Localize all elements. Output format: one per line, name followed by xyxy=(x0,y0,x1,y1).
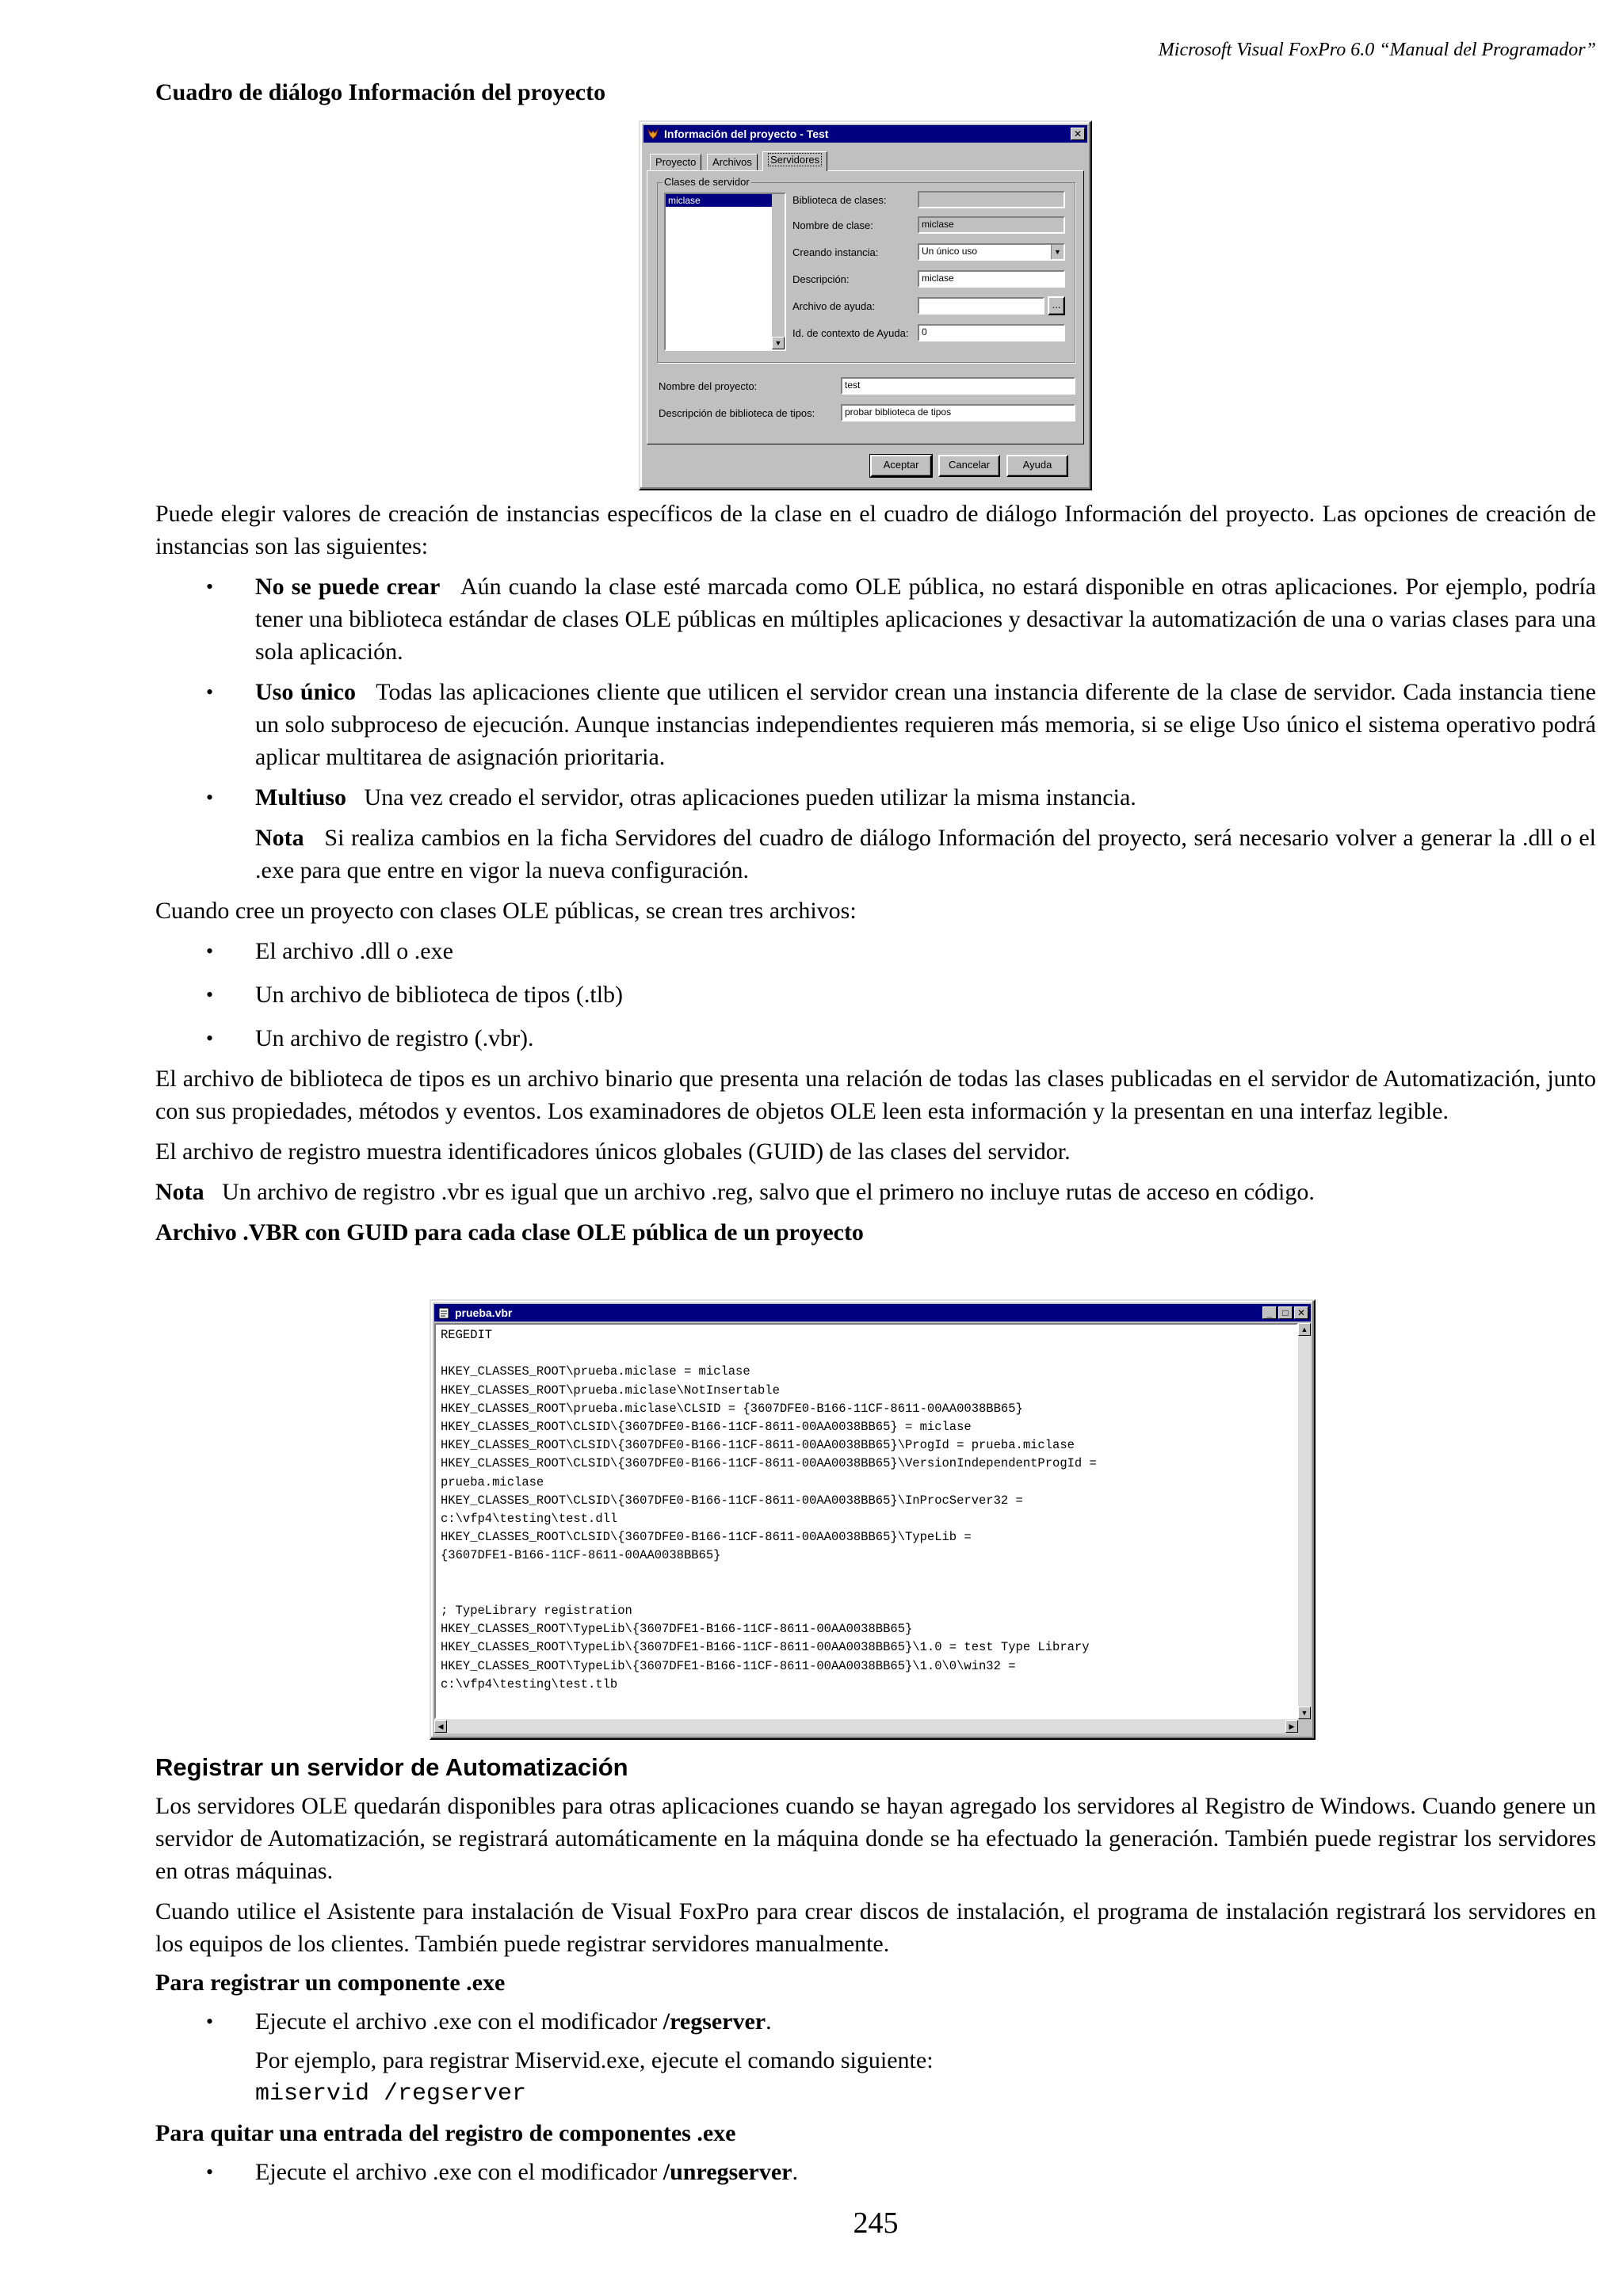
bullet-icon: • xyxy=(206,681,214,704)
label-archivo-ayuda: Archivo de ayuda: xyxy=(792,300,876,312)
cancelar-button[interactable]: Cancelar xyxy=(938,455,1000,477)
descripcion-field[interactable]: miclase xyxy=(918,270,1065,288)
list-item xyxy=(155,978,1596,1011)
code-line: HKEY_CLASSES_ROOT\prueba.miclase = miclase xyxy=(441,1364,750,1379)
nombre-clase-field: miclase xyxy=(918,216,1065,234)
archivo-ayuda-field[interactable] xyxy=(918,297,1044,315)
list-item xyxy=(155,1022,1596,1055)
page-number: 245 xyxy=(853,2206,899,2240)
contexto-ayuda-field[interactable]: 0 xyxy=(918,324,1065,341)
label-nombre-clase: Nombre de clase: xyxy=(792,219,873,231)
code-line: HKEY_CLASSES_ROOT\CLSID\{3607DFE0-B166-11CF-8611-00AA0038BB65} = miclase xyxy=(441,1420,972,1435)
code-line xyxy=(441,1584,1292,1602)
list-item xyxy=(155,570,1596,668)
scroll-down-icon[interactable]: ▼ xyxy=(772,337,785,349)
code-line: ; TypeLibrary registration xyxy=(441,1604,632,1619)
bullet-icon: • xyxy=(206,2010,214,2033)
code-line: HKEY_CLASSES_ROOT\prueba.miclase\CLSID = {3607DFE0-B166-11CF-8611-00AA0038BB65} xyxy=(441,1401,1023,1416)
example-text: Por ejemplo, para registrar Miservid.exe, ejecute el comando siguiente: xyxy=(255,2047,934,2073)
vbr-file-window xyxy=(430,1299,1316,1740)
step-text: Ejecute el archivo .exe con el modificador xyxy=(255,2159,663,2185)
section-heading: Registrar un servidor de Automatización xyxy=(155,1753,628,1781)
bullet-icon: • xyxy=(206,575,214,598)
code-line: HKEY_CLASSES_ROOT\TypeLib\{3607DFE1-B166-11CF-8611-00AA0038BB65}\1.0 = test Type Library xyxy=(441,1640,1090,1655)
note-text: Un archivo de registro .vbr es igual que un archivo .reg, salvo que el primero no incluye rutas de acceso en código. xyxy=(222,1179,1315,1205)
subheading-unregister: Para quitar una entrada del registro de componentes .exe xyxy=(155,2120,736,2146)
code-line: prueba.miclase xyxy=(441,1474,544,1489)
code-line: HKEY_CLASSES_ROOT\TypeLib\{3607DFE1-B166-11CF-8611-00AA0038BB65}\1.0\0\win32 = xyxy=(441,1658,1016,1673)
files-intro: Cuando cree un proyecto con clases OLE públicas, se crean tres archivos: xyxy=(155,898,857,924)
step-text: Ejecute el archivo .exe con el modificador xyxy=(255,2008,663,2035)
tlb-paragraph: El archivo de biblioteca de tipos es un archivo binario que presenta una relación de todas las clases publicadas en el servidor de Automatización, junto con sus propiedades, métodos y eventos. Los examinadores de objetos OLE leen esta información y la presentan en una interfaz legible. xyxy=(155,1066,1596,1124)
bullet-icon: • xyxy=(206,983,214,1006)
register-paragraph-1: Los servidores OLE quedarán disponibles para otras aplicaciones cuando se hayan agregado los servidores al Registro de Windows. Cuando genere un servidor de Automatización, se registrará automáticamente en la máquina donde se ha efectuado la generación. También puede registrar los servidores en otras máquinas. xyxy=(155,1793,1596,1884)
scroll-left-icon[interactable]: ◀ xyxy=(434,1720,447,1733)
code-line: {3607DFE1-B166-11CF-8611-00AA0038BB65} xyxy=(441,1548,721,1563)
label-descripcion: Descripción: xyxy=(792,273,850,285)
label-desc-biblioteca: Descripción de biblioteca de tipos: xyxy=(659,407,815,419)
server-classes-group-label: Clases de servidor xyxy=(664,176,750,188)
bullet-icon: • xyxy=(206,1027,214,1050)
chevron-down-icon[interactable]: ▼ xyxy=(1051,245,1064,259)
server-class-list[interactable] xyxy=(664,193,786,351)
server-classes-group xyxy=(657,176,1075,363)
tab-servidores-label: Servidores xyxy=(768,153,822,166)
list-item[interactable]: miclase xyxy=(666,194,785,207)
horizontal-scrollbar[interactable] xyxy=(434,1719,1298,1733)
option-text: Aún cuando la clase esté marcada como OLE pública, no estará disponible en otras aplicaciones. Por ejemplo, podría tener una biblioteca estándar de clases OLE públicas en múltiples aplicaciones y desactivar la automatización de una o varias clases para una sola aplicación. xyxy=(255,574,1596,665)
creando-instancia-value: Un único uso xyxy=(922,246,978,257)
code-line: HKEY_CLASSES_ROOT\CLSID\{3607DFE0-B166-11CF-8611-00AA0038BB65}\TypeLib = xyxy=(441,1530,972,1545)
file-item-text: El archivo .dll o .exe xyxy=(255,938,453,964)
option-text: Todas las aplicaciones cliente que utilicen el servidor crean una instancia diferente de la clase de servidor. Cada instancia tiene un solo subproceso de ejecución. Aunque instancias independientes requieren más memoria, si se elige Uso único el sistema operativo podrá aplicar multitarea de asignación prioritaria. xyxy=(255,679,1596,770)
file-item-text: Un archivo de registro (.vbr). xyxy=(255,1025,534,1051)
desc-biblioteca-field[interactable]: probar biblioteca de tipos xyxy=(841,404,1075,421)
scroll-up-icon[interactable]: ▲ xyxy=(1298,1323,1311,1336)
page xyxy=(155,0,1596,2296)
note-text: Si realiza cambios en la ficha Servidores del cuadro de diálogo Información del proyecto, será necesario volver a generar la .dll o el .exe para que entre en vigor la nueva configuración. xyxy=(255,825,1597,883)
code-line xyxy=(441,1344,1292,1363)
option-term: Multiuso xyxy=(255,784,347,810)
step-switch: /unregserver xyxy=(663,2159,792,2185)
tab-proyecto[interactable]: Proyecto xyxy=(650,154,701,171)
code-line: HKEY_CLASSES_ROOT\prueba.miclase\NotInsertable xyxy=(441,1383,780,1398)
note-block xyxy=(155,822,1596,887)
subheading-register: Para registrar un componente .exe xyxy=(155,1970,506,1996)
code-line: HKEY_CLASSES_ROOT\CLSID\{3607DFE0-B166-11CF-8611-00AA0038BB65}\InProcServer32 = xyxy=(441,1493,1023,1508)
tab-servidores[interactable] xyxy=(762,151,827,171)
project-info-dialog xyxy=(639,120,1092,490)
vbr-paragraph: El archivo de registro muestra identificadores únicos globales (GUID) de las clases del servidor. xyxy=(155,1138,1071,1165)
option-text: Una vez creado el servidor, otras aplicaciones pueden utilizar la misma instancia. xyxy=(364,784,1136,810)
step-end: . xyxy=(792,2159,798,2185)
foxpro-icon xyxy=(647,128,659,140)
minimize-icon[interactable]: _ xyxy=(1262,1306,1277,1319)
dialog-titlebar xyxy=(643,125,1087,143)
label-biblioteca: Biblioteca de clases: xyxy=(792,194,887,206)
bullet-icon: • xyxy=(206,940,214,963)
list-item xyxy=(155,781,1596,814)
vbr-window-titlebar xyxy=(434,1304,1311,1322)
body-section-2 xyxy=(155,1751,1596,2196)
code-line: c:\vfp4\testing\test.tlb xyxy=(441,1676,618,1691)
list-scrollbar[interactable] xyxy=(772,194,785,349)
option-term: No se puede crear xyxy=(255,574,441,600)
nombre-proyecto-field[interactable]: test xyxy=(841,377,1075,395)
vbr-window-title: prueba.vbr xyxy=(455,1306,513,1319)
bullet-icon: • xyxy=(206,2161,214,2183)
vbr-text-content[interactable] xyxy=(434,1323,1298,1719)
body-section-1 xyxy=(155,498,1596,1249)
register-paragraph-2: Cuando utilice el Asistente para instalación de Visual FoxPro para crear discos de instalación, el programa de instalación registrará los servidores en los equipos de los clientes. También puede registrar servidores manualmente. xyxy=(155,1898,1596,1957)
note-term: Nota xyxy=(255,825,304,851)
note-term: Nota xyxy=(155,1179,204,1205)
command-line xyxy=(155,2078,1596,2111)
code-line: HKEY_CLASSES_ROOT\CLSID\{3607DFE0-B166-11CF-8611-00AA0038BB65}\ProgId = prueba.miclase xyxy=(441,1438,1075,1453)
list-item xyxy=(155,2156,1596,2188)
code-line: REGEDIT xyxy=(441,1328,493,1342)
list-item xyxy=(155,2005,1596,2038)
scroll-down-icon[interactable]: ▼ xyxy=(1298,1707,1311,1719)
notepad-icon xyxy=(437,1306,450,1319)
ayuda-button[interactable]: Ayuda xyxy=(1006,455,1068,477)
maximize-icon[interactable]: □ xyxy=(1278,1306,1293,1319)
figure-2-caption: Archivo .VBR con GUID para cada clase OLE pública de un proyecto xyxy=(155,1219,864,1245)
close-icon[interactable]: ✕ xyxy=(1294,1306,1308,1319)
figure-1-caption: Cuadro de diálogo Información del proyecto xyxy=(155,79,606,105)
vertical-scrollbar[interactable] xyxy=(1298,1323,1311,1719)
command-text: miservid /regserver xyxy=(255,2081,527,2107)
creando-instancia-select[interactable] xyxy=(918,243,1065,261)
close-icon[interactable]: ✕ xyxy=(1071,128,1085,140)
dialog-title: Información del proyecto - Test xyxy=(664,128,829,140)
tab-archivos[interactable]: Archivos xyxy=(707,154,758,171)
browse-button[interactable]: ... xyxy=(1048,296,1065,315)
scroll-right-icon[interactable]: ▶ xyxy=(1285,1720,1298,1733)
code-line: c:\vfp4\testing\test.dll xyxy=(441,1512,618,1527)
bullet-icon: • xyxy=(206,786,214,809)
label-nombre-proyecto: Nombre del proyecto: xyxy=(659,380,758,392)
aceptar-button[interactable]: Aceptar xyxy=(870,455,932,477)
list-item xyxy=(155,676,1596,773)
biblioteca-field xyxy=(918,191,1065,208)
file-item-text: Un archivo de biblioteca de tipos (.tlb) xyxy=(255,982,624,1008)
intro-paragraph: Puede elegir valores de creación de instancias específicos de la clase en el cuadro de diálogo Información del proyecto. Las opciones de creación de instancias son las siguientes: xyxy=(155,501,1596,559)
code-line: HKEY_CLASSES_ROOT\TypeLib\{3607DFE1-B166-11CF-8611-00AA0038BB65} xyxy=(441,1622,913,1637)
running-header: Microsoft Visual FoxPro 6.0 “Manual del Programador” xyxy=(1158,40,1596,60)
example-line xyxy=(155,2044,1596,2077)
code-line xyxy=(441,1566,1292,1584)
label-creando-instancia: Creando instancia: xyxy=(792,246,879,258)
list-item xyxy=(155,935,1596,967)
code-line: HKEY_CLASSES_ROOT\CLSID\{3607DFE0-B166-11CF-8611-00AA0038BB65}\VersionIndependentProgId = xyxy=(441,1456,1097,1471)
label-contexto-ayuda: Id. de contexto de Ayuda: xyxy=(792,327,909,339)
tab-panel-servidores xyxy=(647,170,1084,444)
note-2 xyxy=(155,1176,1596,1208)
option-term: Uso único xyxy=(255,679,356,705)
step-end: . xyxy=(766,2008,772,2035)
step-switch: /regserver xyxy=(663,2008,766,2035)
